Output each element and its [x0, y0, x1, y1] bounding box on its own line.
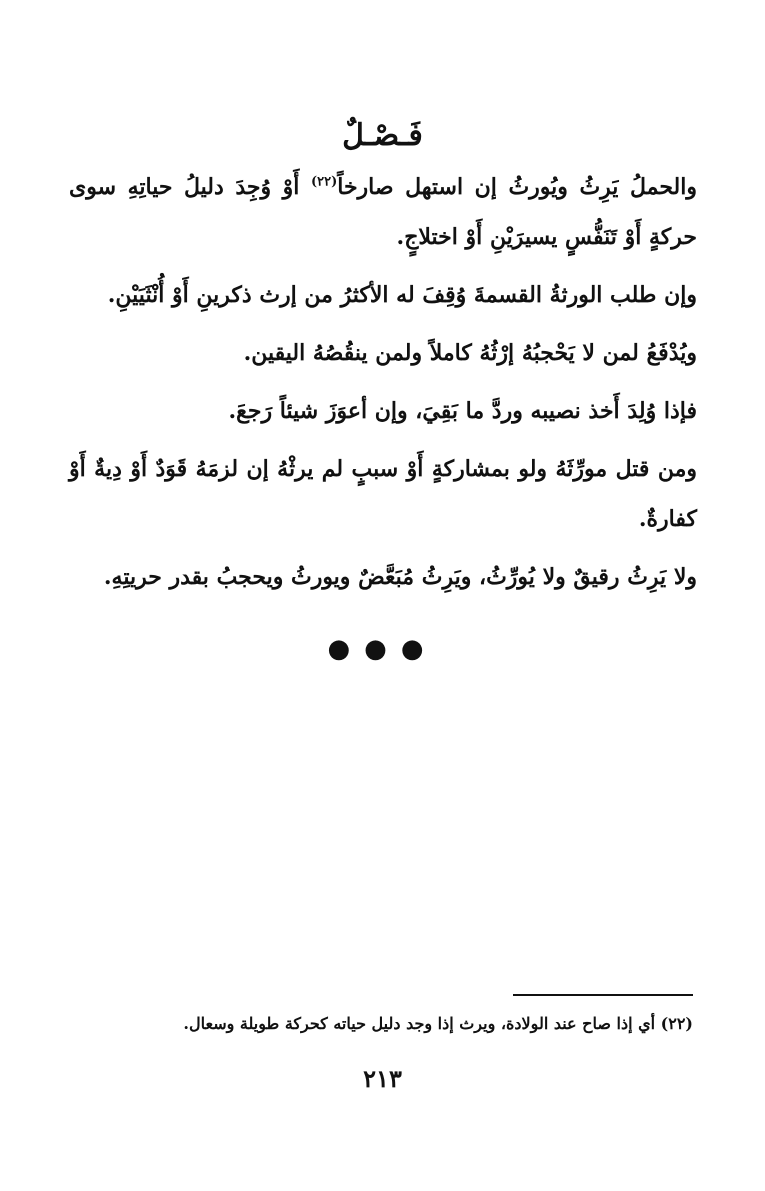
paragraph-6: ولا يَرِثُ رقيقٌ ولا يُورِّثُ، ويَرِثُ مُبَعَّضٌ ويورثُ ويحجبُ بقدر حريتِهِ. — [103, 564, 697, 590]
paragraph-3: ويُدْفَعُ لمن لا يَحْجبُهُ إرْثُهُ كاملاً ولمن ينقُصُهُ اليقين. — [243, 340, 697, 366]
page-number: ٢١٣ — [363, 1064, 402, 1093]
paragraph-1 — [69, 162, 697, 262]
footnote-22: (٢٢) أي إذا صاح عند الولادة، ويرث إذا وجد دليل حياته كحركة طويلة وسعال. — [183, 1014, 693, 1033]
footnote-reference[interactable]: (٢٢) — [310, 174, 338, 190]
section-end-ornament: ●●● — [327, 634, 438, 664]
paragraph-2: وإن طلب الورثةُ القسمةَ وُقِفَ له الأكثرُ من إرث ذكرينِ أَوْ أُنْثَيَيْنِ. — [107, 282, 697, 308]
paragraph-4: فإذا وُلِدَ أَخذ نصيبه وردَّ ما بَقِيَ، وإن أعوَزَ شيئاً رَجعَ. — [228, 398, 697, 424]
section-title: فَـصْـلٌ — [342, 118, 423, 153]
body-text — [69, 162, 697, 610]
footnote-divider — [513, 994, 693, 996]
paragraph-5: ومن قتل مورِّثَهُ ولو بمشاركةٍ أَوْ سببٍ لم يرثْهُ إن لزمَهُ قَوَدٌ أَوْ دِيةٌ أَوْ كفارةٌ. — [69, 456, 697, 532]
paragraph-1-text-after-note: أَوْ وُجِدَ دليلُ حياتِهِ سوى حركةٍ أَوْ تَنَفُّسٍ يسيرَيْنِ أَوْ اختلاجٍ. — [69, 174, 697, 250]
paragraph-1-text-before-note: والحملُ يَرِثُ ويُورثُ إن استهل صارخاً — [337, 174, 697, 200]
